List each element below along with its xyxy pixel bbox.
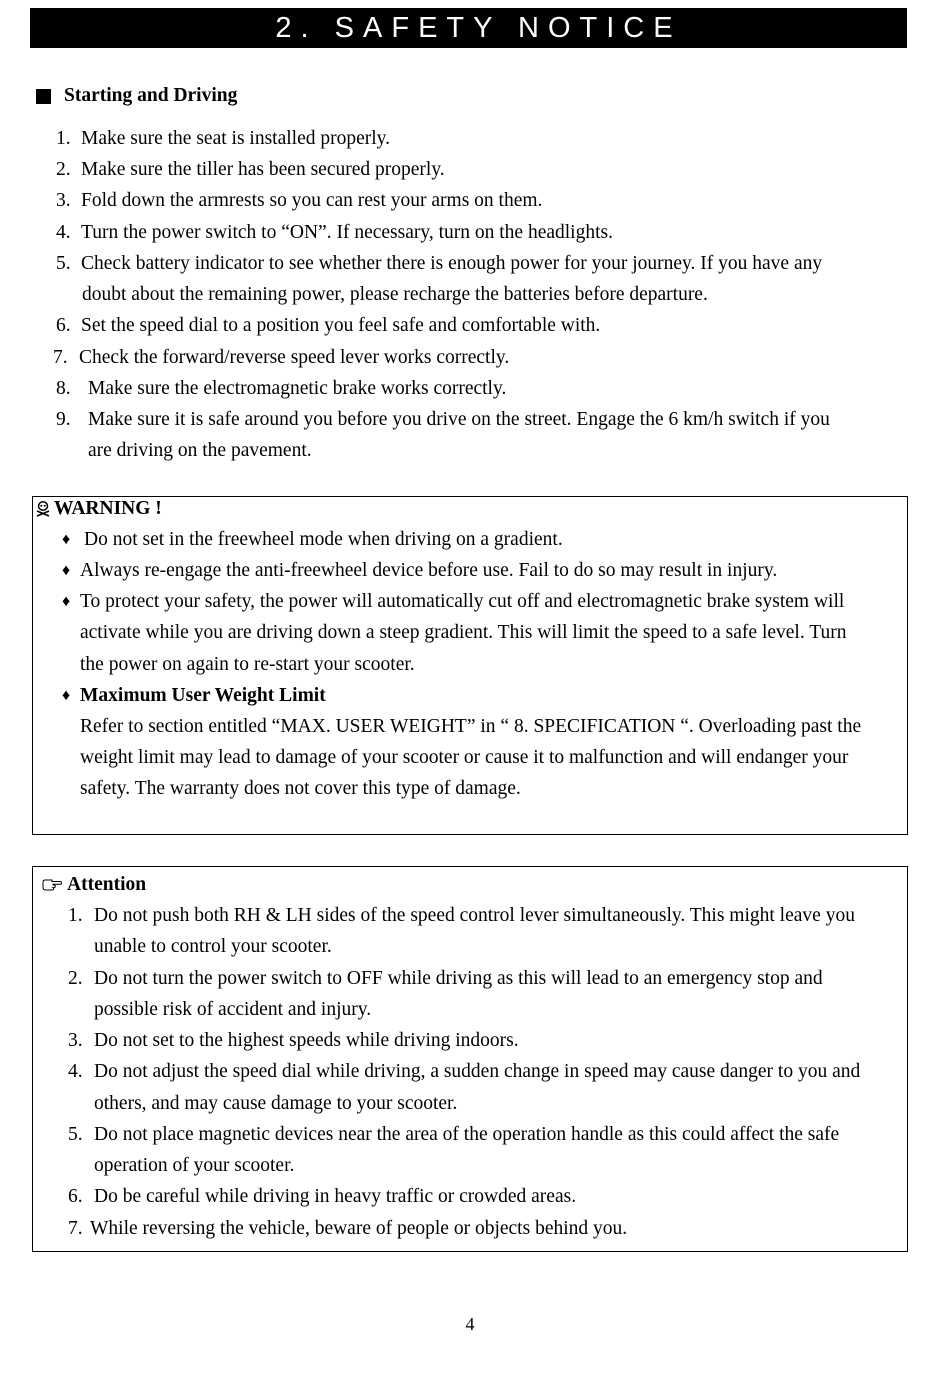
list-number: 4.	[68, 1061, 83, 1082]
list-number: 2.	[56, 159, 71, 180]
attention-item-text: Do not push both RH & LH sides of the speed control lever simultaneously. This might leave you	[94, 905, 855, 926]
attention-item-text: Do not place magnetic devices near the area of the operation handle as this could affect the safe	[94, 1124, 840, 1145]
attention-item-text: others, and may cause damage to your scooter.	[94, 1093, 458, 1114]
warning-item-text: activate while you are driving down a steep gradient. This will limit the speed to a safe level. Turn	[80, 622, 847, 643]
attention-item-text: unable to control your scooter.	[94, 936, 332, 957]
square-bullet-icon	[36, 89, 51, 104]
list-item-text: Set the speed dial to a position you feel safe and comfortable with.	[81, 315, 601, 336]
page-number: 4	[465, 1314, 475, 1334]
attention-title	[42, 872, 146, 898]
list-number: 9.	[56, 409, 71, 430]
attention-item-text: possible risk of accident and injury.	[94, 999, 372, 1020]
warning-item-text: safety. The warranty does not cover this type of damage.	[80, 778, 521, 799]
list-number: 5.	[56, 253, 71, 274]
list-item-text: Make sure it is safe around you before you drive on the street. Engage the 6 km/h switch if you	[88, 409, 830, 430]
pointing-hand-icon	[42, 879, 62, 891]
attention-item-text: Do not adjust the speed dial while driving, a sudden change in speed may cause danger to you and	[94, 1061, 861, 1082]
attention-item-text: Do be careful while driving in heavy traffic or crowded areas.	[94, 1186, 577, 1207]
list-item-text: Turn the power switch to “ON”. If necessary, turn on the headlights.	[81, 222, 613, 243]
diamond-bullet-icon: ♦	[62, 687, 71, 704]
list-number: 8.	[56, 378, 71, 399]
warning-item-text: Do not set in the freewheel mode when driving on a gradient.	[84, 529, 563, 550]
list-item-text: Make sure the tiller has been secured properly.	[81, 159, 445, 180]
list-number: 3.	[68, 1030, 83, 1051]
warning-title-label: WARNING !	[54, 498, 162, 519]
section-heading-starting	[36, 85, 237, 107]
list-number: 7.	[68, 1218, 83, 1239]
diamond-bullet-icon: ♦	[62, 531, 71, 548]
list-item-text: Check the forward/reverse speed lever works correctly.	[79, 347, 510, 368]
list-number: 5.	[68, 1124, 83, 1145]
list-number: 6.	[68, 1186, 83, 1207]
list-item-text: Make sure the electromagnetic brake works correctly.	[88, 378, 507, 399]
attention-item-text: operation of your scooter.	[94, 1155, 295, 1176]
warning-title	[36, 496, 162, 522]
warning-item-text: the power on again to re-start your scooter.	[80, 654, 415, 675]
list-number: 4.	[56, 222, 71, 243]
diamond-bullet-icon: ♦	[62, 593, 71, 610]
list-number: 2.	[68, 968, 83, 989]
attention-item-text: While reversing the vehicle, beware of people or objects behind you.	[90, 1218, 628, 1239]
list-item-text: are driving on the pavement.	[88, 440, 312, 461]
diamond-bullet-icon: ♦	[62, 562, 71, 579]
list-item-text: Fold down the armrests so you can rest your arms on them.	[81, 190, 543, 211]
warning-item-text: Refer to section entitled “MAX. USER WEIGHT” in “ 8. SPECIFICATION “. Overloading past the	[80, 716, 862, 737]
warning-item-text: weight limit may lead to damage of your scooter or cause it to malfunction and will endanger your	[80, 747, 849, 768]
attention-title-label: Attention	[67, 874, 147, 895]
list-item-text: Make sure the seat is installed properly.	[81, 128, 391, 149]
attention-item-text: Do not set to the highest speeds while driving indoors.	[94, 1030, 519, 1051]
list-item-text: Check battery indicator to see whether there is enough power for your journey. If you have any	[81, 253, 823, 274]
attention-item-text: Do not turn the power switch to OFF while driving as this will lead to an emergency stop and	[94, 968, 823, 989]
section-heading-label: Starting and Driving	[64, 85, 238, 106]
warning-item-heading: Maximum User Weight Limit	[80, 685, 326, 706]
list-number: 7.	[53, 347, 68, 368]
list-number: 6.	[56, 315, 71, 336]
warning-item-text: Always re-engage the anti-freewheel device before use. Fail to do so may result in injury.	[80, 560, 778, 581]
warning-item-text: To protect your safety, the power will automatically cut off and electromagnetic brake system will	[80, 591, 845, 612]
list-number: 1.	[56, 128, 71, 149]
page-title: 2. SAFETY NOTICE	[30, 8, 907, 48]
list-item-text: doubt about the remaining power, please recharge the batteries before departure.	[82, 284, 708, 305]
list-number: 1.	[68, 905, 83, 926]
list-number: 3.	[56, 190, 71, 211]
warning-skull-icon	[36, 501, 50, 517]
